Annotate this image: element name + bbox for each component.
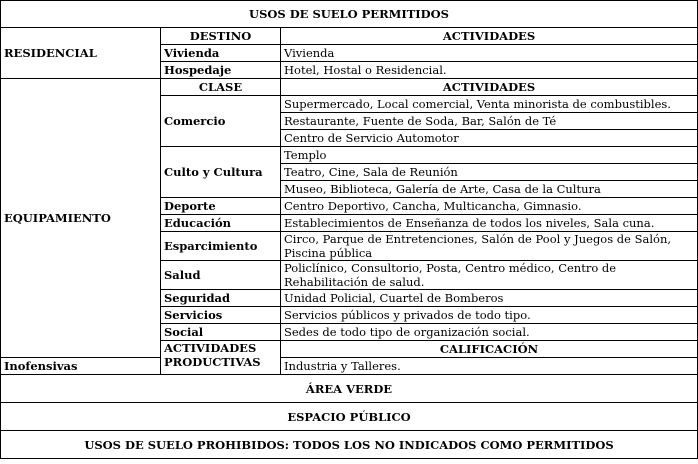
activity-seguridad: Unidad Policial, Cuartel de Bomberos [281, 290, 698, 307]
table-title: USOS DE SUELO PERMITIDOS [1, 1, 698, 28]
activity-social: Sedes de todo tipo de organización social. [281, 324, 698, 341]
espacio-publico-row: ESPACIO PÚBLICO [1, 403, 698, 431]
header-destino: DESTINO [161, 28, 281, 45]
activity-esparcimiento: Circo, Parque de Entretenciones, Salón de Pool y Juegos de Salón, Piscina pública [281, 232, 698, 261]
activity-culto-1: Templo [281, 147, 698, 164]
activity-culto-2: Teatro, Cine, Sala de Reunión [281, 164, 698, 181]
clase-seguridad: Seguridad [161, 290, 281, 307]
header-actividades: ACTIVIDADES [281, 28, 698, 45]
activity-hospedaje: Hotel, Hostal o Residencial. [281, 62, 698, 79]
clase-servicios: Servicios [161, 307, 281, 324]
prohibidos-row: USOS DE SUELO PROHIBIDOS: TODOS LOS NO INDICADOS COMO PERMITIDOS [1, 431, 698, 459]
header-actividades: ACTIVIDADES [281, 79, 698, 96]
activity-comercio-3: Centro de Servicio Automotor [281, 130, 698, 147]
activity-vivienda: Vivienda [281, 45, 698, 62]
activity-comercio-2: Restaurante, Fuente de Soda, Bar, Salón de Té [281, 113, 698, 130]
category-actividades-productivas: ACTIVIDADES PRODUCTIVAS [161, 341, 281, 375]
clase-culto-y-cultura: Culto y Cultura [161, 147, 281, 198]
clase-educacion: Educación [161, 215, 281, 232]
header-clase: CLASE [161, 79, 281, 96]
calificacion-inofensivas: Inofensivas [1, 358, 161, 375]
clase-comercio: Comercio [161, 96, 281, 147]
activity-deporte: Centro Deportivo, Cancha, Multicancha, Gimnasio. [281, 198, 698, 215]
destino-hospedaje: Hospedaje [161, 62, 281, 79]
clase-esparcimiento: Esparcimiento [161, 232, 281, 261]
header-calificacion: CALIFICACIÓN [281, 341, 698, 358]
clase-salud: Salud [161, 261, 281, 290]
activity-servicios: Servicios públicos y privados de todo tipo. [281, 307, 698, 324]
clase-deporte: Deporte [161, 198, 281, 215]
activity-culto-3: Museo, Biblioteca, Galería de Arte, Casa de la Cultura [281, 181, 698, 198]
destino-vivienda: Vivienda [161, 45, 281, 62]
activity-salud: Policlínico, Consultorio, Posta, Centro médico, Centro de Rehabilitación de salud. [281, 261, 698, 290]
activity-inofensivas: Industria y Talleres. [281, 358, 698, 375]
clase-social: Social [161, 324, 281, 341]
activity-comercio-1: Supermercado, Local comercial, Venta minorista de combustibles. [281, 96, 698, 113]
category-equipamiento: EQUIPAMIENTO [1, 79, 161, 358]
area-verde-row: ÁREA VERDE [1, 375, 698, 403]
activity-educacion: Establecimientos de Enseñanza de todos los niveles, Sala cuna. [281, 215, 698, 232]
category-residencial: RESIDENCIAL [1, 28, 161, 79]
